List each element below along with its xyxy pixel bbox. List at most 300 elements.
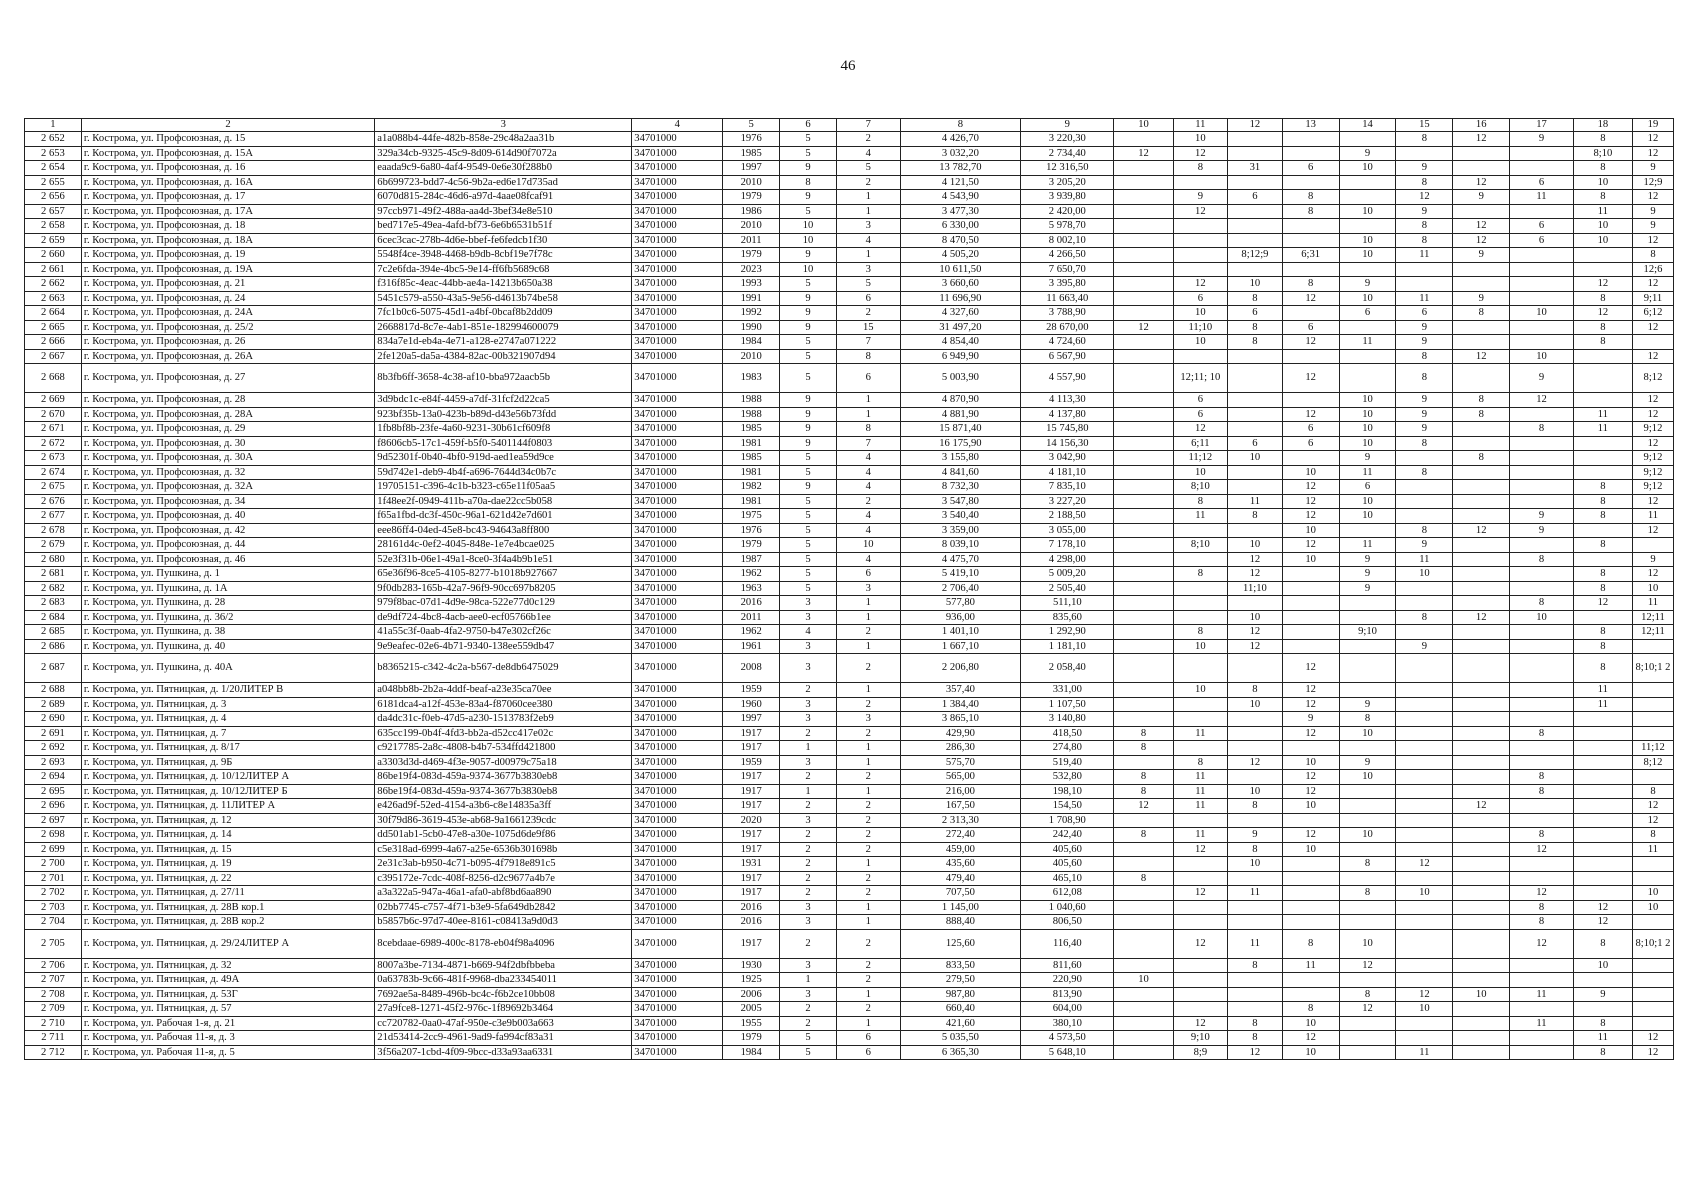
table-row bbox=[25, 451, 1674, 466]
cell-col-17 bbox=[1510, 248, 1574, 263]
cell-col-6: 9 bbox=[780, 306, 837, 321]
cell-col-7: 5 bbox=[836, 277, 900, 292]
cell-col-4: 34701000 bbox=[632, 262, 723, 277]
cell-col-4: 34701000 bbox=[632, 625, 723, 640]
cell-col-19 bbox=[1632, 697, 1673, 712]
cell-col-12 bbox=[1228, 422, 1283, 437]
cell-col-4: 34701000 bbox=[632, 639, 723, 654]
cell-col-18 bbox=[1573, 726, 1632, 741]
cell-col-3: b5857b6c-97d7-40ee-8161-c08413a9d0d3 bbox=[375, 915, 632, 930]
cell-col-15: 11 bbox=[1396, 291, 1453, 306]
cell-col-6: 5 bbox=[780, 581, 837, 596]
cell-col-1: 2 699 bbox=[25, 842, 82, 857]
cell-col-10 bbox=[1114, 552, 1173, 567]
cell-col-3: 7c2e6fda-394e-4bc5-9e14-ff6fb5689c68 bbox=[375, 262, 632, 277]
cell-col-15 bbox=[1396, 146, 1453, 161]
cell-col-11: 11;12 bbox=[1173, 451, 1228, 466]
cell-col-8: 31 497,20 bbox=[900, 320, 1021, 335]
cell-col-13: 10 bbox=[1282, 523, 1339, 538]
cell-col-7: 1 bbox=[836, 915, 900, 930]
cell-col-10 bbox=[1114, 610, 1173, 625]
cell-col-19 bbox=[1632, 857, 1673, 872]
cell-col-15 bbox=[1396, 509, 1453, 524]
cell-col-2: г. Кострома, ул. Пятницкая, д. 10/12ЛИТЕР Б bbox=[81, 784, 374, 799]
cell-col-2: г. Кострома, ул. Пушкина, д. 38 bbox=[81, 625, 374, 640]
cell-col-6: 5 bbox=[780, 451, 837, 466]
cell-col-13: 12 bbox=[1282, 291, 1339, 306]
cell-col-4: 34701000 bbox=[632, 538, 723, 553]
cell-col-6: 3 bbox=[780, 900, 837, 915]
cell-col-6: 5 bbox=[780, 538, 837, 553]
cell-col-2: г. Кострома, ул. Профсоюзная, д. 46 bbox=[81, 552, 374, 567]
cell-col-13 bbox=[1282, 610, 1339, 625]
cell-col-5: 1917 bbox=[723, 726, 780, 741]
cell-col-8: 565,00 bbox=[900, 770, 1021, 785]
cell-col-6: 2 bbox=[780, 799, 837, 814]
cell-col-2: г. Кострома, ул. Профсоюзная, д. 21 bbox=[81, 277, 374, 292]
cell-col-11 bbox=[1173, 523, 1228, 538]
cell-col-10 bbox=[1114, 886, 1173, 901]
cell-col-6: 9 bbox=[780, 422, 837, 437]
cell-col-5: 1979 bbox=[723, 190, 780, 205]
cell-col-14: 9 bbox=[1339, 146, 1396, 161]
cell-col-17: 11 bbox=[1510, 987, 1574, 1002]
cell-col-2: г. Кострома, ул. Пятницкая, д. 12 bbox=[81, 813, 374, 828]
cell-col-17: 8 bbox=[1510, 422, 1574, 437]
cell-col-16 bbox=[1453, 639, 1510, 654]
cell-col-5: 1962 bbox=[723, 625, 780, 640]
cell-col-10: 12 bbox=[1114, 799, 1173, 814]
cell-col-4: 34701000 bbox=[632, 987, 723, 1002]
cell-col-17: 6 bbox=[1510, 233, 1574, 248]
cell-col-13 bbox=[1282, 349, 1339, 364]
cell-col-6: 9 bbox=[780, 291, 837, 306]
cell-col-8: 4 870,90 bbox=[900, 393, 1021, 408]
cell-col-4: 34701000 bbox=[632, 465, 723, 480]
cell-col-13: 12 bbox=[1282, 697, 1339, 712]
cell-col-7: 2 bbox=[836, 813, 900, 828]
cell-col-3: f8606cb5-17c1-459f-b5f0-5401144f0803 bbox=[375, 436, 632, 451]
cell-col-7: 2 bbox=[836, 770, 900, 785]
table-row bbox=[25, 929, 1674, 958]
cell-col-14: 10 bbox=[1339, 291, 1396, 306]
cell-col-4: 34701000 bbox=[632, 291, 723, 306]
cell-col-12 bbox=[1228, 712, 1283, 727]
cell-col-16 bbox=[1453, 828, 1510, 843]
cell-col-8: 4 505,20 bbox=[900, 248, 1021, 263]
cell-col-19: 12 bbox=[1632, 1031, 1673, 1046]
cell-col-9: 811,60 bbox=[1021, 958, 1114, 973]
cell-col-19: 12 bbox=[1632, 407, 1673, 422]
cell-col-17: 9 bbox=[1510, 523, 1574, 538]
cell-col-3: 59d742e1-deb9-4b4f-a696-7644d34c0b7c bbox=[375, 465, 632, 480]
table-row bbox=[25, 204, 1674, 219]
cell-col-19: 12 bbox=[1632, 523, 1673, 538]
cell-col-18 bbox=[1573, 842, 1632, 857]
cell-col-2: г. Кострома, ул. Профсоюзная, д. 32А bbox=[81, 480, 374, 495]
table-row bbox=[25, 1016, 1674, 1031]
cell-col-7: 4 bbox=[836, 523, 900, 538]
cell-col-19: 6;12 bbox=[1632, 306, 1673, 321]
cell-col-11: 11 bbox=[1173, 726, 1228, 741]
cell-col-18 bbox=[1573, 436, 1632, 451]
column-header-12: 12 bbox=[1228, 119, 1283, 132]
cell-col-5: 1992 bbox=[723, 306, 780, 321]
cell-col-9: 2 734,40 bbox=[1021, 146, 1114, 161]
cell-col-16: 12 bbox=[1453, 219, 1510, 234]
cell-col-1: 2 654 bbox=[25, 161, 82, 176]
cell-col-15: 8 bbox=[1396, 233, 1453, 248]
table-row bbox=[25, 146, 1674, 161]
cell-col-10 bbox=[1114, 291, 1173, 306]
cell-col-18: 11 bbox=[1573, 683, 1632, 698]
cell-col-1: 2 706 bbox=[25, 958, 82, 973]
cell-col-8: 1 384,40 bbox=[900, 697, 1021, 712]
cell-col-12: 10 bbox=[1228, 784, 1283, 799]
cell-col-19: 9 bbox=[1632, 204, 1673, 219]
table-row bbox=[25, 175, 1674, 190]
cell-col-11: 12 bbox=[1173, 422, 1228, 437]
cell-col-14 bbox=[1339, 900, 1396, 915]
table-row bbox=[25, 161, 1674, 176]
cell-col-9: 5 009,20 bbox=[1021, 567, 1114, 582]
column-header-7: 7 bbox=[836, 119, 900, 132]
cell-col-17 bbox=[1510, 436, 1574, 451]
cell-col-14: 9 bbox=[1339, 277, 1396, 292]
cell-col-3: 1fb8bf8b-23fe-4a60-9231-30b61cf609f8 bbox=[375, 422, 632, 437]
cell-col-6: 3 bbox=[780, 755, 837, 770]
cell-col-19: 11;12 bbox=[1632, 741, 1673, 756]
cell-col-8: 2 706,40 bbox=[900, 581, 1021, 596]
cell-col-3: 6cec3cac-278b-4d6e-bbef-fe6fedcb1f30 bbox=[375, 233, 632, 248]
cell-col-4: 34701000 bbox=[632, 871, 723, 886]
cell-col-3: 5451c579-a550-43a5-9e56-d4613b74be58 bbox=[375, 291, 632, 306]
cell-col-4: 34701000 bbox=[632, 712, 723, 727]
cell-col-17 bbox=[1510, 204, 1574, 219]
cell-col-2: г. Кострома, ул. Пятницкая, д. 10/12ЛИТЕР А bbox=[81, 770, 374, 785]
cell-col-17 bbox=[1510, 813, 1574, 828]
cell-col-9: 1 107,50 bbox=[1021, 697, 1114, 712]
cell-col-2: г. Кострома, ул. Профсоюзная, д. 16А bbox=[81, 175, 374, 190]
cell-col-15: 10 bbox=[1396, 1002, 1453, 1017]
cell-col-11 bbox=[1173, 610, 1228, 625]
cell-col-16 bbox=[1453, 509, 1510, 524]
cell-col-5: 1917 bbox=[723, 886, 780, 901]
cell-col-15: 9 bbox=[1396, 161, 1453, 176]
cell-col-4: 34701000 bbox=[632, 204, 723, 219]
cell-col-5: 1961 bbox=[723, 639, 780, 654]
cell-col-16: 12 bbox=[1453, 349, 1510, 364]
cell-col-10 bbox=[1114, 712, 1173, 727]
cell-col-17: 8 bbox=[1510, 726, 1574, 741]
cell-col-17 bbox=[1510, 871, 1574, 886]
cell-col-14: 10 bbox=[1339, 233, 1396, 248]
cell-col-3: 86be19f4-083d-459a-9374-3677b3830eb8 bbox=[375, 770, 632, 785]
cell-col-14: 10 bbox=[1339, 509, 1396, 524]
cell-col-5: 1988 bbox=[723, 407, 780, 422]
cell-col-9: 604,00 bbox=[1021, 1002, 1114, 1017]
cell-col-14: 8 bbox=[1339, 886, 1396, 901]
cell-col-8: 4 121,50 bbox=[900, 175, 1021, 190]
cell-col-9: 2 058,40 bbox=[1021, 654, 1114, 683]
cell-col-3: 1f48ee2f-0949-411b-a70a-dae22cc5b058 bbox=[375, 494, 632, 509]
cell-col-9: 1 292,90 bbox=[1021, 625, 1114, 640]
cell-col-10 bbox=[1114, 596, 1173, 611]
cell-col-7: 1 bbox=[836, 596, 900, 611]
cell-col-19 bbox=[1632, 871, 1673, 886]
cell-col-6: 1 bbox=[780, 784, 837, 799]
cell-col-1: 2 697 bbox=[25, 813, 82, 828]
cell-col-8: 10 611,50 bbox=[900, 262, 1021, 277]
cell-col-16 bbox=[1453, 958, 1510, 973]
cell-col-7: 2 bbox=[836, 132, 900, 147]
cell-col-2: г. Кострома, ул. Пушкина, д. 1А bbox=[81, 581, 374, 596]
cell-col-18: 8 bbox=[1573, 538, 1632, 553]
cell-col-6: 9 bbox=[780, 407, 837, 422]
cell-col-13 bbox=[1282, 625, 1339, 640]
cell-col-19: 12;11 bbox=[1632, 610, 1673, 625]
cell-col-15: 6 bbox=[1396, 306, 1453, 321]
cell-col-18: 10 bbox=[1573, 958, 1632, 973]
cell-col-11: 10 bbox=[1173, 465, 1228, 480]
cell-col-16: 12 bbox=[1453, 175, 1510, 190]
cell-col-17: 9 bbox=[1510, 132, 1574, 147]
cell-col-1: 2 701 bbox=[25, 871, 82, 886]
column-header-14: 14 bbox=[1339, 119, 1396, 132]
cell-col-1: 2 698 bbox=[25, 828, 82, 843]
cell-col-19: 9;12 bbox=[1632, 422, 1673, 437]
cell-col-6: 3 bbox=[780, 915, 837, 930]
cell-col-7: 5 bbox=[836, 161, 900, 176]
cell-col-5: 2010 bbox=[723, 175, 780, 190]
cell-col-14: 10 bbox=[1339, 422, 1396, 437]
cell-col-3: 923bf35b-13a0-423b-b89d-d43e56b73fdd bbox=[375, 407, 632, 422]
cell-col-16 bbox=[1453, 741, 1510, 756]
cell-col-8: 6 949,90 bbox=[900, 349, 1021, 364]
cell-col-4: 34701000 bbox=[632, 248, 723, 263]
cell-col-17: 8 bbox=[1510, 770, 1574, 785]
cell-col-13: 8 bbox=[1282, 929, 1339, 958]
cell-col-15: 8 bbox=[1396, 610, 1453, 625]
page-number: 46 bbox=[840, 58, 856, 74]
cell-col-10 bbox=[1114, 509, 1173, 524]
cell-col-2: г. Кострома, ул. Пятницкая, д. 27/11 bbox=[81, 886, 374, 901]
cell-col-5: 1917 bbox=[723, 770, 780, 785]
cell-col-10 bbox=[1114, 1031, 1173, 1046]
cell-col-5: 1993 bbox=[723, 277, 780, 292]
cell-col-11: 11 bbox=[1173, 799, 1228, 814]
cell-col-3: 27a9fce8-1271-45f2-976c-1f89692b3464 bbox=[375, 1002, 632, 1017]
cell-col-14: 12 bbox=[1339, 1002, 1396, 1017]
cell-col-1: 2 683 bbox=[25, 596, 82, 611]
cell-col-2: г. Кострома, ул. Пятницкая, д. 4 bbox=[81, 712, 374, 727]
cell-col-14 bbox=[1339, 175, 1396, 190]
cell-col-10 bbox=[1114, 132, 1173, 147]
cell-col-5: 1917 bbox=[723, 929, 780, 958]
register-table-wrapper bbox=[24, 118, 1674, 1060]
cell-col-6: 10 bbox=[780, 219, 837, 234]
cell-col-6: 3 bbox=[780, 712, 837, 727]
cell-col-10 bbox=[1114, 755, 1173, 770]
cell-col-17 bbox=[1510, 480, 1574, 495]
cell-col-2: г. Кострома, ул. Пятницкая, д. 1/20ЛИТЕР В bbox=[81, 683, 374, 698]
cell-col-4: 34701000 bbox=[632, 436, 723, 451]
cell-col-17: 8 bbox=[1510, 784, 1574, 799]
cell-col-12: 31 bbox=[1228, 161, 1283, 176]
cell-col-12: 12 bbox=[1228, 1045, 1283, 1060]
cell-col-6: 5 bbox=[780, 277, 837, 292]
cell-col-13: 8 bbox=[1282, 1002, 1339, 1017]
cell-col-2: г. Кострома, ул. Пятницкая, д. 11ЛИТЕР А bbox=[81, 799, 374, 814]
cell-col-5: 2020 bbox=[723, 813, 780, 828]
cell-col-14: 9 bbox=[1339, 581, 1396, 596]
cell-col-5: 2010 bbox=[723, 349, 780, 364]
cell-col-14: 10 bbox=[1339, 204, 1396, 219]
cell-col-16 bbox=[1453, 1045, 1510, 1060]
cell-col-7: 1 bbox=[836, 784, 900, 799]
cell-col-5: 1985 bbox=[723, 146, 780, 161]
cell-col-11 bbox=[1173, 973, 1228, 988]
cell-col-8: 421,60 bbox=[900, 1016, 1021, 1031]
cell-col-1: 2 657 bbox=[25, 204, 82, 219]
cell-col-12 bbox=[1228, 900, 1283, 915]
cell-col-16 bbox=[1453, 842, 1510, 857]
cell-col-8: 660,40 bbox=[900, 1002, 1021, 1017]
cell-col-8: 987,80 bbox=[900, 987, 1021, 1002]
cell-col-17: 8 bbox=[1510, 552, 1574, 567]
cell-col-16 bbox=[1453, 204, 1510, 219]
cell-col-1: 2 695 bbox=[25, 784, 82, 799]
cell-col-1: 2 673 bbox=[25, 451, 82, 466]
cell-col-17: 12 bbox=[1510, 886, 1574, 901]
cell-col-4: 34701000 bbox=[632, 813, 723, 828]
column-header-1: 1 bbox=[25, 119, 82, 132]
cell-col-4: 34701000 bbox=[632, 973, 723, 988]
cell-col-15: 9 bbox=[1396, 320, 1453, 335]
cell-col-19: 12;11 bbox=[1632, 625, 1673, 640]
cell-col-3: a3a322a5-947a-46a1-afa0-abf8bd6aa890 bbox=[375, 886, 632, 901]
cell-col-11 bbox=[1173, 900, 1228, 915]
cell-col-18: 10 bbox=[1573, 219, 1632, 234]
cell-col-2: г. Кострома, ул. Профсоюзная, д. 40 bbox=[81, 509, 374, 524]
cell-col-1: 2 696 bbox=[25, 799, 82, 814]
cell-col-9: 612,08 bbox=[1021, 886, 1114, 901]
cell-col-12 bbox=[1228, 364, 1283, 393]
cell-col-11: 12 bbox=[1173, 146, 1228, 161]
cell-col-8: 833,50 bbox=[900, 958, 1021, 973]
cell-col-5: 1917 bbox=[723, 842, 780, 857]
cell-col-8: 1 667,10 bbox=[900, 639, 1021, 654]
cell-col-5: 1984 bbox=[723, 335, 780, 350]
cell-col-19: 12;9 bbox=[1632, 175, 1673, 190]
cell-col-6: 1 bbox=[780, 741, 837, 756]
cell-col-19: 11 bbox=[1632, 842, 1673, 857]
cell-col-1: 2 672 bbox=[25, 436, 82, 451]
cell-col-4: 34701000 bbox=[632, 1002, 723, 1017]
cell-col-2: г. Кострома, ул. Профсоюзная, д. 28А bbox=[81, 407, 374, 422]
cell-col-13 bbox=[1282, 886, 1339, 901]
cell-col-12: 12 bbox=[1228, 625, 1283, 640]
cell-col-3: 21d53414-2cc9-4961-9ad9-fa994cf83a31 bbox=[375, 1031, 632, 1046]
cell-col-15: 12 bbox=[1396, 987, 1453, 1002]
cell-col-14: 10 bbox=[1339, 161, 1396, 176]
cell-col-17: 10 bbox=[1510, 349, 1574, 364]
cell-col-4: 34701000 bbox=[632, 886, 723, 901]
cell-col-8: 1 401,10 bbox=[900, 625, 1021, 640]
cell-col-3: f316f85c-4eac-44bb-ae4a-14213b650a38 bbox=[375, 277, 632, 292]
cell-col-13 bbox=[1282, 262, 1339, 277]
cell-col-1: 2 674 bbox=[25, 465, 82, 480]
cell-col-15 bbox=[1396, 596, 1453, 611]
table-row bbox=[25, 784, 1674, 799]
cell-col-8: 3 547,80 bbox=[900, 494, 1021, 509]
cell-col-3: c5e318ad-6999-4a67-a25e-6536b301698b bbox=[375, 842, 632, 857]
cell-col-9: 835,60 bbox=[1021, 610, 1114, 625]
cell-col-15 bbox=[1396, 900, 1453, 915]
cell-col-12: 9 bbox=[1228, 828, 1283, 843]
cell-col-19: 12 bbox=[1632, 1045, 1673, 1060]
cell-col-4: 34701000 bbox=[632, 596, 723, 611]
cell-col-8: 3 155,80 bbox=[900, 451, 1021, 466]
table-row bbox=[25, 291, 1674, 306]
cell-col-16 bbox=[1453, 335, 1510, 350]
cell-col-3: 2668817d-8c7e-4ab1-851e-182994600079 bbox=[375, 320, 632, 335]
cell-col-8: 4 881,90 bbox=[900, 407, 1021, 422]
cell-col-18: 8;10 bbox=[1573, 146, 1632, 161]
cell-col-4: 34701000 bbox=[632, 393, 723, 408]
cell-col-13: 12 bbox=[1282, 538, 1339, 553]
table-row bbox=[25, 741, 1674, 756]
cell-col-8: 286,30 bbox=[900, 741, 1021, 756]
cell-col-18: 8 bbox=[1573, 929, 1632, 958]
cell-col-16 bbox=[1453, 900, 1510, 915]
cell-col-5: 1917 bbox=[723, 828, 780, 843]
cell-col-6: 5 bbox=[780, 523, 837, 538]
cell-col-19: 12;6 bbox=[1632, 262, 1673, 277]
cell-col-12 bbox=[1228, 175, 1283, 190]
cell-col-3: 86be19f4-083d-459a-9374-3677b3830eb8 bbox=[375, 784, 632, 799]
cell-col-13: 6 bbox=[1282, 161, 1339, 176]
cell-col-4: 34701000 bbox=[632, 697, 723, 712]
cell-col-13: 12 bbox=[1282, 770, 1339, 785]
table-row bbox=[25, 364, 1674, 393]
cell-col-10 bbox=[1114, 451, 1173, 466]
cell-col-19 bbox=[1632, 639, 1673, 654]
cell-col-3: a048bb8b-2b2a-4ddf-beaf-a23e35ca70ee bbox=[375, 683, 632, 698]
cell-col-2: г. Кострома, ул. Профсоюзная, д. 19А bbox=[81, 262, 374, 277]
cell-col-9: 4 298,00 bbox=[1021, 552, 1114, 567]
cell-col-11 bbox=[1173, 552, 1228, 567]
cell-col-9: 4 557,90 bbox=[1021, 364, 1114, 393]
cell-col-13: 6;31 bbox=[1282, 248, 1339, 263]
column-header-3: 3 bbox=[375, 119, 632, 132]
cell-col-17: 9 bbox=[1510, 509, 1574, 524]
cell-col-16 bbox=[1453, 262, 1510, 277]
cell-col-13 bbox=[1282, 596, 1339, 611]
cell-col-13: 12 bbox=[1282, 480, 1339, 495]
cell-col-15: 9 bbox=[1396, 407, 1453, 422]
cell-col-13: 10 bbox=[1282, 799, 1339, 814]
cell-col-18: 11 bbox=[1573, 1031, 1632, 1046]
cell-col-5: 1975 bbox=[723, 509, 780, 524]
cell-col-10 bbox=[1114, 364, 1173, 393]
cell-col-8: 279,50 bbox=[900, 973, 1021, 988]
cell-col-9: 3 395,80 bbox=[1021, 277, 1114, 292]
cell-col-13 bbox=[1282, 393, 1339, 408]
cell-col-18: 8 bbox=[1573, 132, 1632, 147]
cell-col-9: 3 939,80 bbox=[1021, 190, 1114, 205]
cell-col-13 bbox=[1282, 233, 1339, 248]
